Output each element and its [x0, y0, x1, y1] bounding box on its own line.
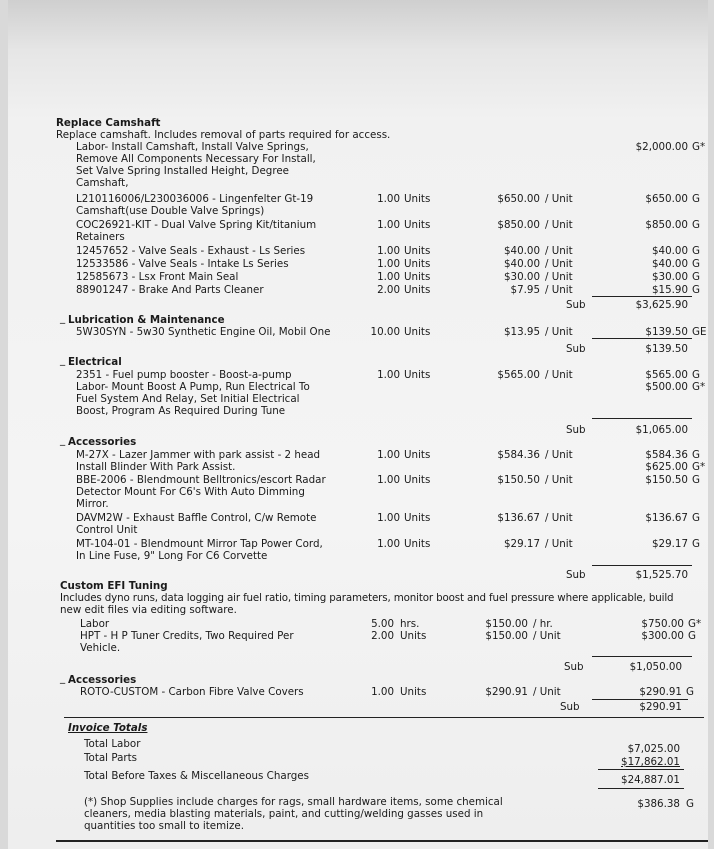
section-title-accessories-2: Accessories — [68, 674, 137, 686]
labor-line: Labor- Install Camshaft, Install Valve Springs, — [76, 141, 309, 153]
sub-label: Sub — [560, 701, 580, 713]
part-desc: HPT - H P Tuner Credits, Two Required Per — [80, 630, 294, 642]
per-unit: / Unit — [545, 326, 573, 338]
tax-code: G — [686, 686, 694, 698]
labor-line: Remove All Components Necessary For Install, — [76, 153, 316, 165]
qty-unit: Units — [404, 271, 431, 283]
qty: 1.00 — [377, 449, 400, 461]
total-before-taxes-value: $24,887.01 — [621, 774, 680, 786]
part-desc: COC26921-KIT - Dual Valve Spring Kit/titanium — [76, 219, 317, 231]
section-subtotal: $3,625.90 — [635, 299, 688, 311]
invoice-totals-title: Invoice Totals — [68, 722, 148, 734]
per-unit: / Unit — [545, 369, 573, 381]
section-title-camshaft: Replace Camshaft — [56, 117, 161, 129]
tax-code: G — [692, 219, 700, 231]
part-desc: M-27X - Lazer Jammer with park assist - 2 head — [76, 449, 321, 461]
qty: 1.00 — [377, 271, 400, 283]
part-desc: 12533586 - Valve Seals - Intake Ls Series — [76, 258, 289, 270]
part-desc: Mirror. — [76, 498, 109, 510]
unit-price: $650.00 — [497, 193, 540, 205]
line-total: $150.50 — [645, 474, 688, 486]
tax-code: G — [688, 630, 696, 642]
section-subtotal: $139.50 — [645, 343, 688, 355]
tax-code: G* — [692, 381, 706, 393]
part-desc: Control Unit — [76, 524, 138, 536]
qty: 2.00 — [377, 284, 400, 296]
per-unit: / Unit — [545, 245, 573, 257]
qty: 1.00 — [371, 686, 394, 698]
part-desc: 2351 - Fuel pump booster - Boost-a-pump — [76, 369, 292, 381]
shop-supplies-note: (*) Shop Supplies include charges for rags, small hardware items, some chemical — [84, 796, 503, 808]
labor-line: Fuel System And Relay, Set Initial Electrical — [76, 393, 300, 405]
line-total: $2,000.00 — [635, 141, 688, 153]
qty: 5.00 — [371, 618, 394, 630]
per-unit: / Unit — [533, 630, 561, 642]
line-total: $584.36 — [645, 449, 688, 461]
tax-code: G — [692, 258, 700, 270]
qty-unit: Units — [404, 512, 431, 524]
qty-unit: hrs. — [400, 618, 420, 630]
page-bottom-rule — [56, 840, 708, 842]
subtotal-rule — [592, 656, 692, 657]
part-desc: ROTO-CUSTOM - Carbon Fibre Valve Covers — [80, 686, 304, 698]
sub-label: Sub — [566, 424, 586, 436]
qty-unit: Units — [400, 686, 427, 698]
line-total: $625.00 — [645, 461, 688, 473]
labor-line: Set Valve Spring Installed Height, Degree — [76, 165, 290, 177]
qty: 1.00 — [377, 219, 400, 231]
part-desc: Vehicle. — [80, 642, 121, 654]
part-desc: Camshaft(use Double Valve Springs) — [76, 205, 265, 217]
unit-price: $150.50 — [497, 474, 540, 486]
qty-unit: Units — [404, 369, 431, 381]
subtotal-rule — [592, 418, 692, 419]
qty: 1.00 — [377, 193, 400, 205]
per-unit: / Unit — [545, 271, 573, 283]
subtotal-rule — [592, 296, 692, 297]
section-title-electrical: Electrical — [68, 356, 122, 368]
part-desc: BBE-2006 - Blendmount Belltronics/escort Radar — [76, 474, 326, 486]
line-total: $139.50 — [645, 326, 688, 338]
section-desc-camshaft: Replace camshaft. Includes removal of parts required for access. — [56, 129, 391, 141]
line-total: $650.00 — [645, 193, 688, 205]
qty-unit: Units — [404, 258, 431, 270]
subtotal-rule — [592, 338, 692, 339]
per-unit: / Unit — [545, 193, 573, 205]
total-parts-value: $17,862.01 — [621, 756, 680, 768]
labor-line: Labor — [80, 618, 110, 630]
totals-rule — [598, 788, 684, 789]
part-desc: In Line Fuse, 9" Long For C6 Corvette — [76, 550, 268, 562]
subtotal-rule — [592, 565, 692, 566]
tax-code: G — [692, 245, 700, 257]
unit-price: $136.67 — [497, 512, 540, 524]
section-title-lubrication: Lubrication & Maintenance — [68, 314, 225, 326]
qty: 1.00 — [377, 258, 400, 270]
part-desc: 88901247 - Brake And Parts Cleaner — [76, 284, 264, 296]
qty-unit: Units — [404, 326, 431, 338]
per-unit: / Unit — [545, 258, 573, 270]
per-unit: / Unit — [545, 284, 573, 296]
labor-line: Install Blinder With Park Assist. — [76, 461, 236, 473]
totals-rule — [598, 769, 684, 770]
unit-price: $29.17 — [503, 538, 540, 550]
unit-price: $7.95 — [510, 284, 540, 296]
section-subtotal: $1,525.70 — [635, 569, 688, 581]
section-title-efi: Custom EFI Tuning — [60, 580, 168, 592]
part-desc: L210116006/L230036006 - Lingenfelter Gt-19 — [76, 193, 314, 205]
per-unit: / Unit — [545, 219, 573, 231]
per-unit: / hr. — [533, 618, 553, 630]
per-unit: / Unit — [545, 449, 573, 461]
shop-supplies-note: quantities too small to itemize. — [84, 820, 245, 832]
qty: 1.00 — [377, 245, 400, 257]
part-desc: 12457652 - Valve Seals - Exhaust - Ls Series — [76, 245, 306, 257]
section-marker: _ — [60, 354, 66, 366]
section-title-accessories: Accessories — [68, 436, 137, 448]
unit-price: $850.00 — [497, 219, 540, 231]
total-labor-label: Total Labor — [84, 738, 141, 750]
qty-unit: Units — [404, 284, 431, 296]
section-subtotal: $1,050.00 — [629, 661, 682, 673]
tax-code: G — [692, 369, 700, 381]
shop-supplies-value: $386.38 — [637, 798, 680, 810]
qty-unit: Units — [404, 474, 431, 486]
tax-code: G* — [688, 618, 702, 630]
qty-unit: Units — [400, 630, 427, 642]
tax-code: G* — [692, 141, 706, 153]
unit-price: $584.36 — [497, 449, 540, 461]
shop-supplies-note: cleaners, media blasting materials, paint, and cutting/welding gasses used in — [84, 808, 484, 820]
qty: 1.00 — [377, 369, 400, 381]
section-marker: _ — [60, 434, 66, 446]
line-total: $30.00 — [651, 271, 688, 283]
tax-code: G — [692, 474, 700, 486]
qty: 1.00 — [377, 512, 400, 524]
unit-price: $150.00 — [485, 630, 528, 642]
section-divider — [64, 717, 704, 718]
tax-code: G — [692, 193, 700, 205]
qty: 10.00 — [370, 326, 400, 338]
unit-price: $30.00 — [503, 271, 540, 283]
per-unit: / Unit — [545, 538, 573, 550]
tax-code: G — [692, 271, 700, 283]
qty: 1.00 — [377, 538, 400, 550]
line-total: $136.67 — [645, 512, 688, 524]
unit-price: $565.00 — [497, 369, 540, 381]
qty-unit: Units — [404, 219, 431, 231]
total-parts-label: Total Parts — [84, 752, 138, 764]
tax-code: G* — [692, 461, 706, 473]
line-total: $290.91 — [639, 686, 682, 698]
tax-code: G — [686, 798, 694, 810]
unit-price: $13.95 — [503, 326, 540, 338]
qty-unit: Units — [404, 245, 431, 257]
sub-label: Sub — [564, 661, 584, 673]
qty: 1.00 — [377, 474, 400, 486]
tax-code: G — [692, 512, 700, 524]
part-desc: 12585673 - Lsx Front Main Seal — [76, 271, 239, 283]
section-marker: _ — [60, 672, 66, 684]
line-total: $500.00 — [645, 381, 688, 393]
unit-price: $290.91 — [485, 686, 528, 698]
part-desc: Retainers — [76, 231, 125, 243]
line-total: $850.00 — [645, 219, 688, 231]
section-subtotal: $290.91 — [639, 701, 682, 713]
line-total: $40.00 — [651, 258, 688, 270]
section-desc-efi: Includes dyno runs, data logging air fuel ratio, timing parameters, monitor boost and fuel pressure where applicable, build — [60, 592, 674, 604]
sub-label: Sub — [566, 343, 586, 355]
labor-line: Labor- Mount Boost A Pump, Run Electrical To — [76, 381, 310, 393]
part-desc: Detector Mount For C6's With Auto Dimming — [76, 486, 305, 498]
section-subtotal: $1,065.00 — [635, 424, 688, 436]
qty-unit: Units — [404, 193, 431, 205]
subtotal-rule — [592, 699, 688, 700]
qty: 2.00 — [371, 630, 394, 642]
line-total: $15.90 — [651, 284, 688, 296]
qty-unit: Units — [404, 449, 431, 461]
per-unit: / Unit — [545, 512, 573, 524]
labor-line: Camshaft, — [76, 177, 129, 189]
total-before-taxes-label: Total Before Taxes & Miscellaneous Charges — [84, 770, 309, 782]
part-desc: MT-104-01 - Blendmount Mirror Tap Power Cord, — [76, 538, 323, 550]
unit-price: $150.00 — [485, 618, 528, 630]
line-total: $29.17 — [651, 538, 688, 550]
line-total: $565.00 — [645, 369, 688, 381]
line-total: $40.00 — [651, 245, 688, 257]
part-desc: 5W30SYN - 5w30 Synthetic Engine Oil, Mobil One — [76, 326, 331, 338]
labor-line: Boost, Program As Required During Tune — [76, 405, 286, 417]
sub-label: Sub — [566, 569, 586, 581]
tax-code: GE — [692, 326, 707, 338]
section-marker: _ — [60, 312, 66, 324]
tax-code: G — [692, 449, 700, 461]
qty-unit: Units — [404, 538, 431, 550]
tax-code: G — [692, 284, 700, 296]
invoice-page — [8, 0, 708, 849]
per-unit: / Unit — [533, 686, 561, 698]
unit-price: $40.00 — [503, 258, 540, 270]
unit-price: $40.00 — [503, 245, 540, 257]
sub-label: Sub — [566, 299, 586, 311]
per-unit: / Unit — [545, 474, 573, 486]
line-total: $750.00 — [641, 618, 684, 630]
part-desc: DAVM2W - Exhaust Baffle Control, C/w Remote — [76, 512, 317, 524]
section-desc-efi: new edit files via editing software. — [60, 604, 237, 616]
line-total: $300.00 — [641, 630, 684, 642]
total-labor-value: $7,025.00 — [627, 743, 680, 755]
tax-code: G — [692, 538, 700, 550]
